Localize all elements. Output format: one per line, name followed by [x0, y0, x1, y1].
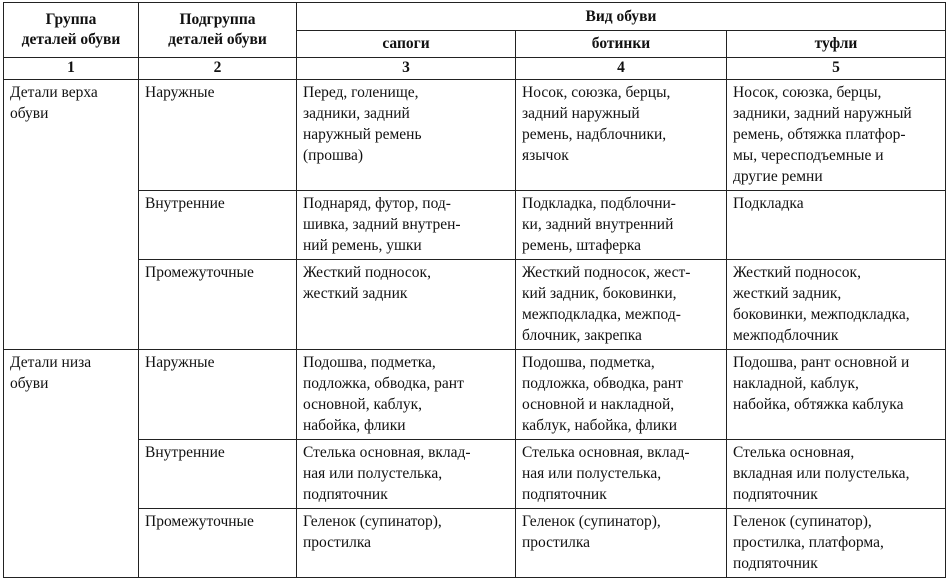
header-group: Группа деталей обуви	[4, 3, 139, 58]
subgroup-cell: Промежуточные	[139, 509, 297, 578]
subgroup-cell: Промежуточные	[139, 260, 297, 350]
header-boots: сапоги	[297, 31, 516, 58]
boots-cell: Подошва, подметка, подложка, обводка, рант основной, каблук, набойка, флики	[297, 350, 516, 440]
shoes-cell: Жесткий подносок, жесткий задник, боковинки, межподкладка, межподблочник	[727, 260, 946, 350]
column-number: 4	[516, 58, 727, 80]
subgroup-cell: Внутренние	[139, 191, 297, 260]
shoes-cell: Геленок (супинатор), простилка, платформа, подпяточник	[727, 509, 946, 578]
boots-cell: Жесткий подносок, жесткий задник	[297, 260, 516, 350]
ankle-boots-cell: Подкладка, подблочни- ки, задний внутренний ремень, штаферка	[516, 191, 727, 260]
subgroup-cell: Внутренние	[139, 440, 297, 509]
boots-cell: Геленок (супинатор), простилка	[297, 509, 516, 578]
subgroup-cell: Наружные	[139, 350, 297, 440]
header-shoes: туфли	[727, 31, 946, 58]
ankle-boots-cell: Носок, союзка, берцы, задний наружный ремень, надблочники, язычок	[516, 80, 727, 191]
boots-cell: Перед, голенище, задники, задний наружный ремень (прошва)	[297, 80, 516, 191]
shoes-cell: Подошва, рант основной и накладной, каблук, набойка, обтяжка каблука	[727, 350, 946, 440]
table-row	[4, 440, 946, 509]
boots-cell: Стелька основная, вклад- ная или полустелька, подпяточник	[297, 440, 516, 509]
header-ankle-boots: ботинки	[516, 31, 727, 58]
ankle-boots-cell: Геленок (супинатор), простилка	[516, 509, 727, 578]
group-name: Детали низа обуви	[4, 350, 139, 578]
shoes-cell: Носок, союзка, берцы, задники, задний наружный ремень, обтяжка платфор- мы, чересподъемные и другие ремни	[727, 80, 946, 191]
group-name: Детали верха обуви	[4, 80, 139, 350]
ankle-boots-cell: Стелька основная, вклад- ная или полустелька, подпяточник	[516, 440, 727, 509]
table-row	[4, 191, 946, 260]
column-number: 3	[297, 58, 516, 80]
column-number: 1	[4, 58, 139, 80]
shoes-cell: Стелька основная, вкладная или полустелька, подпяточник	[727, 440, 946, 509]
table-row	[4, 80, 946, 191]
column-number-row	[4, 58, 946, 80]
column-number: 2	[139, 58, 297, 80]
header-shoe-type: Вид обуви	[297, 3, 946, 31]
boots-cell: Поднаряд, футор, под- шивка, задний внутрен- ний ремень, ушки	[297, 191, 516, 260]
table-row	[4, 350, 946, 440]
shoes-cell: Подкладка	[727, 191, 946, 260]
table-row	[4, 509, 946, 578]
column-number: 5	[727, 58, 946, 80]
header-subgroup: Подгруппа деталей обуви	[139, 3, 297, 58]
subgroup-cell: Наружные	[139, 80, 297, 191]
shoe-parts-table	[3, 2, 946, 578]
table-row	[4, 260, 946, 350]
ankle-boots-cell: Подошва, подметка, подложка, обводка, рант основной и накладной, каблук, набойка, флики	[516, 350, 727, 440]
ankle-boots-cell: Жесткий подносок, жест- кий задник, боковинки, межподкладка, межпод- блочник, закрепка	[516, 260, 727, 350]
